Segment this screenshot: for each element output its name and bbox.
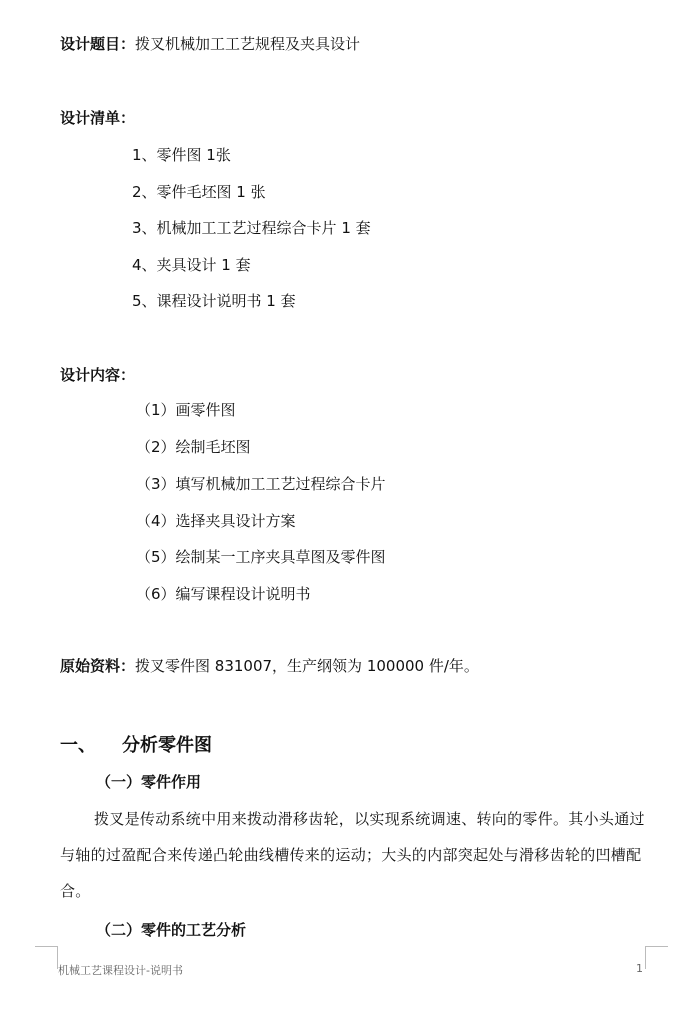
design-title-label: 设计题目： <box>60 35 136 53</box>
page-corner-mark <box>645 946 668 969</box>
list-heading: 设计清单： <box>60 109 136 127</box>
section-heading <box>60 734 212 758</box>
design-title <box>60 34 360 54</box>
content-item: （6）编写课程设计说明书 <box>136 585 311 603</box>
list-item: 5、课程设计说明书 1 套 <box>132 292 296 310</box>
page-corner-mark <box>35 946 58 969</box>
section-number: 一、 <box>60 735 96 756</box>
list-item: 2、零件毛坯图 1 张 <box>132 183 266 201</box>
list-item: 1、零件图 1张 <box>132 146 231 164</box>
content-item: （2）绘制毛坯图 <box>136 438 251 456</box>
content-heading: 设计内容： <box>60 366 136 384</box>
source-material-label: 原始资料： <box>60 657 136 675</box>
content-item: （3）填写机械加工工艺过程综合卡片 <box>136 475 386 493</box>
content-item: （5）绘制某一工序夹具草图及零件图 <box>136 548 386 566</box>
design-title-value: 拨叉机械加工工艺规程及夹具设计 <box>135 35 361 53</box>
footer-text: 机械工艺课程设计-说明书 <box>58 964 183 977</box>
subsection-heading: （二）零件的工艺分析 <box>96 921 247 939</box>
section-title: 分析零件图 <box>122 735 212 756</box>
page-number: 1 <box>636 962 643 975</box>
content-item: （4）选择夹具设计方案 <box>136 512 296 530</box>
list-item: 4、夹具设计 1 套 <box>132 256 251 274</box>
content-item: （1）画零件图 <box>136 401 236 419</box>
list-item: 3、机械加工工艺过程综合卡片 1 套 <box>132 219 371 237</box>
source-material-value: 拨叉零件图 831007，生产纲领为 100000 件/年。 <box>135 657 479 675</box>
subsection-heading: （一）零件作用 <box>96 773 202 791</box>
body-paragraph: 拨叉是传动系统中用来拨动滑移齿轮，以实现系统调速、转向的零件。其小头通过与轴的过盈配合来传递凸轮曲线槽传来的运动；大头的内部突起处与滑移齿轮的凹槽配合。 <box>60 810 645 900</box>
source-material <box>60 656 479 676</box>
